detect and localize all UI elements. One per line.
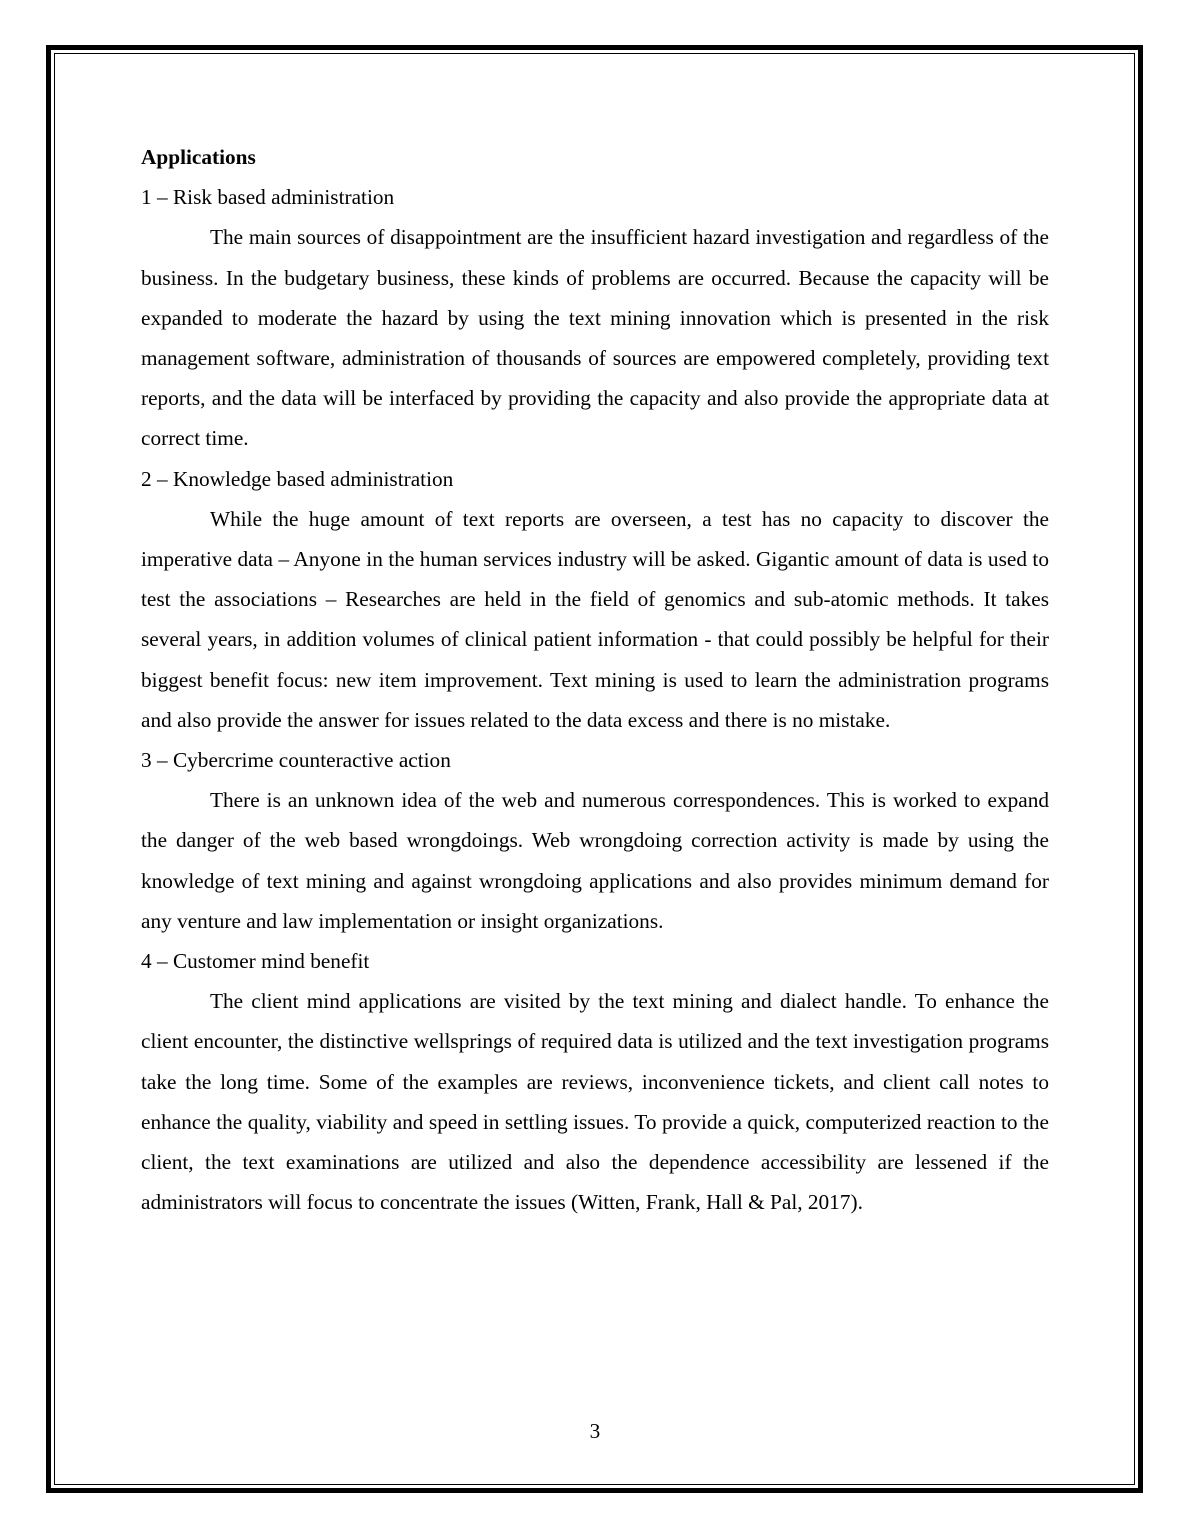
- document-body: [141, 137, 1049, 1222]
- paragraph-customer: The client mind applications are visited by the text mining and dialect handle. To enhance the client encounter, the distinctive wellsprings of required data is utilized and the text investigation programs take the long time. Some of the examples are reviews, inconvenience tickets, and client call notes to enhance the quality, viability and speed in settling issues. To provide a quick, computerized reaction to the client, the text examinations are utilized and also the dependence accessibility are lessened if the administrators will focus to concentrate the issues (Witten, Frank, Hall & Pal, 2017).: [141, 989, 1049, 1215]
- subsection-title-cybercrime: 3 – Cybercrime counteractive action: [141, 748, 451, 773]
- page-number: 3: [589, 1419, 601, 1443]
- paragraph-cybercrime: There is an unknown idea of the web and numerous correspondences. This is worked to expand the danger of the web based wrongdoings. Web wrongdoing correction activity is made by using the knowledge of text mining and against wrongdoing applications and also provides minimum demand for any venture and law implementation or insight organizations.: [141, 788, 1049, 933]
- subsection-title-customer: 4 – Customer mind benefit: [141, 949, 370, 974]
- paragraph-risk: The main sources of disappointment are the insufficient hazard investigation and regardless of the business. In the budgetary business, these kinds of problems are occurred. Because the capacity will be expanded to moderate the hazard by using the text mining innovation which is presented in the risk management software, administration of thousands of sources are empowered completely, providing text reports, and the data will be interfaced by providing the capacity and also provide the appropriate data at correct time.: [141, 225, 1049, 451]
- paragraph-knowledge: While the huge amount of text reports are overseen, a test has no capacity to discover the imperative data – Anyone in the human services industry will be asked. Gigantic amount of data is used to test the associations – Researches are held in the field of genomics and sub-atomic methods. It takes several years, in addition volumes of clinical patient information - that could possibly be helpful for their biggest benefit focus: new item improvement. Text mining is used to learn the administration programs and also provide the answer for issues related to the data excess and there is no mistake.: [141, 506, 1049, 732]
- subsection-title-risk: 1 – Risk based administration: [141, 185, 395, 210]
- section-heading: Applications: [141, 145, 256, 169]
- subsection-title-knowledge: 2 – Knowledge based administration: [141, 466, 454, 491]
